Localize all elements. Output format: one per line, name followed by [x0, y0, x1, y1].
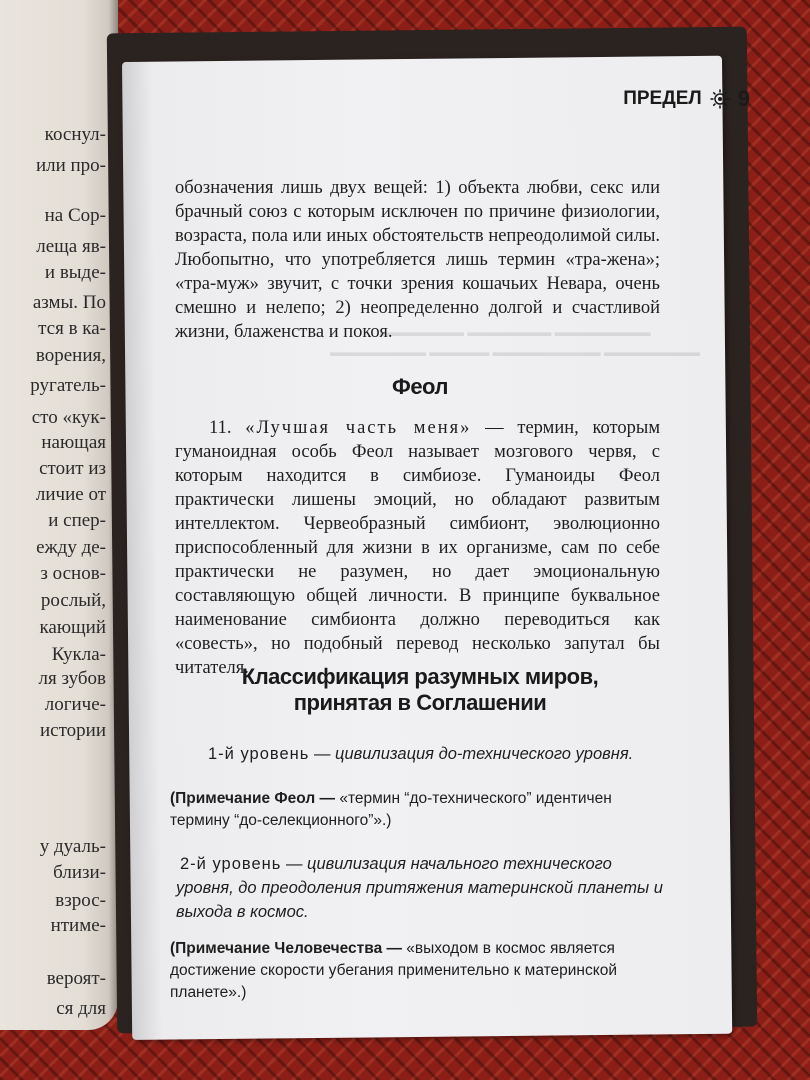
- definition-text: [175, 416, 660, 680]
- left-page-line: и выде-: [44, 262, 106, 283]
- level-definition: цивилизация начального технического уровня, до преодоления притяжения материнской планеты и выхода в космос.: [176, 855, 663, 921]
- level-label: 2-й уровень: [180, 855, 282, 873]
- level-definition: цивилизация до-технического уровня.: [335, 745, 634, 763]
- left-page-line: ругатель-: [30, 375, 106, 396]
- note-text: «термин “до-технического” идентичен термину “до-селекционного”».): [170, 790, 612, 829]
- level-1-entry: [208, 742, 668, 766]
- paragraph-text: обозначения лишь двух вещей: 1) объекта любви, секс или брачный союз с которым исключен по причине физиологии, возраста, пола или иных обстоятельств непреодолимой силы. Любопытно, что употребляется лишь термин «тра-жена»; «тра-муж» звучит, с точки зрения кошачьих Невара, очень смешно и нелепо; 2) неопределенно долгой и счастливой жизни, блаженства и покоя.: [175, 178, 660, 342]
- note-humanity: [170, 938, 670, 1004]
- left-page: [0, 0, 118, 1030]
- left-page-line: логиче-: [44, 694, 106, 715]
- note-text: «выходом в космос является достижение скорости убегания применительно к материнской планете».): [170, 940, 617, 1001]
- section-title-feol: Феол: [392, 374, 448, 399]
- bleed-through-text: ▬▬▬▬▬▬▬ ▬▬▬▬▬▬▬ ▬▬▬▬▬▬▬▬: [380, 325, 651, 339]
- left-page-line: и спер-: [48, 510, 106, 531]
- left-page-line: стоит из: [39, 458, 106, 479]
- sun-emblem-icon: [710, 89, 730, 109]
- left-page-line: истории: [40, 720, 106, 741]
- left-page-line: или про-: [35, 155, 106, 176]
- left-page-line: сто «кук-: [31, 407, 106, 428]
- header-title: ПРЕДЕЛ: [623, 88, 702, 109]
- left-page-line: азмы. По: [32, 292, 106, 313]
- note-feol: [170, 788, 665, 832]
- left-page-line: Кукла-: [51, 644, 106, 665]
- left-page-line: вероят-: [46, 968, 106, 989]
- left-page-line: нтиме-: [50, 915, 106, 936]
- definition-paragraph: [175, 416, 660, 680]
- left-page-line: ежду де-: [36, 537, 106, 558]
- left-page-line: леща яв-: [36, 236, 106, 257]
- note-label: (Примечание Человечества —: [170, 940, 402, 957]
- left-page-line: у дуаль-: [39, 836, 106, 857]
- page-number: 9: [737, 86, 750, 111]
- bleed-through-text: ▬▬▬▬▬▬▬▬ ▬▬▬▬▬ ▬▬▬▬▬▬▬▬▬ ▬▬▬▬▬▬▬▬: [330, 345, 701, 359]
- left-page-line: близи-: [53, 862, 106, 883]
- level-label: 1-й уровень: [208, 745, 310, 763]
- left-page-line: з основ-: [40, 563, 106, 584]
- left-page-line: рослый,: [40, 590, 106, 611]
- left-page-line: ворения,: [35, 345, 106, 366]
- running-header: [623, 86, 750, 112]
- left-page-line: нающая: [41, 432, 106, 453]
- left-page-line: коснул-: [44, 124, 106, 145]
- section-title-classification: [170, 664, 670, 716]
- definition-body: — термин, которым гуманоидная особь Феол называет мозгового червя, с которым находится в симбиозе. Гуманоиды Феол практически лишены эмоций, но обладают развитым интеллектом. Червеобразный симбионт, эволюционно приспособленный для жизни в их организме, сам по себе практически не разумен, но дает эмоциональную составляющую общей личности. В принципе буквальное наименование симбионта должно переводиться как «совесть», но подобный перевод несколько запутал бы читателя.: [175, 418, 661, 678]
- left-page-line: личие от: [35, 484, 106, 505]
- level-dash: —: [309, 745, 336, 763]
- left-page-line: ся для: [56, 998, 106, 1019]
- left-page-line: на Сор-: [44, 205, 106, 226]
- left-page-line: тся в ка-: [38, 318, 106, 339]
- level-2-entry: [176, 852, 666, 924]
- section-title-line: принятая в Соглашении: [293, 690, 547, 715]
- level-dash: —: [281, 855, 308, 873]
- left-page-line: кающий: [39, 617, 106, 638]
- left-page-line: взрос-: [55, 890, 106, 911]
- definition-term: «Лучшая часть меня»: [245, 418, 472, 438]
- left-page-line: ля зубов: [38, 668, 106, 689]
- section-title-line: Классификация разумных миров,: [241, 664, 599, 689]
- note-label: (Примечание Феол —: [170, 790, 336, 807]
- definition-number: 11.: [209, 418, 232, 438]
- paragraph-continuation: [175, 176, 660, 344]
